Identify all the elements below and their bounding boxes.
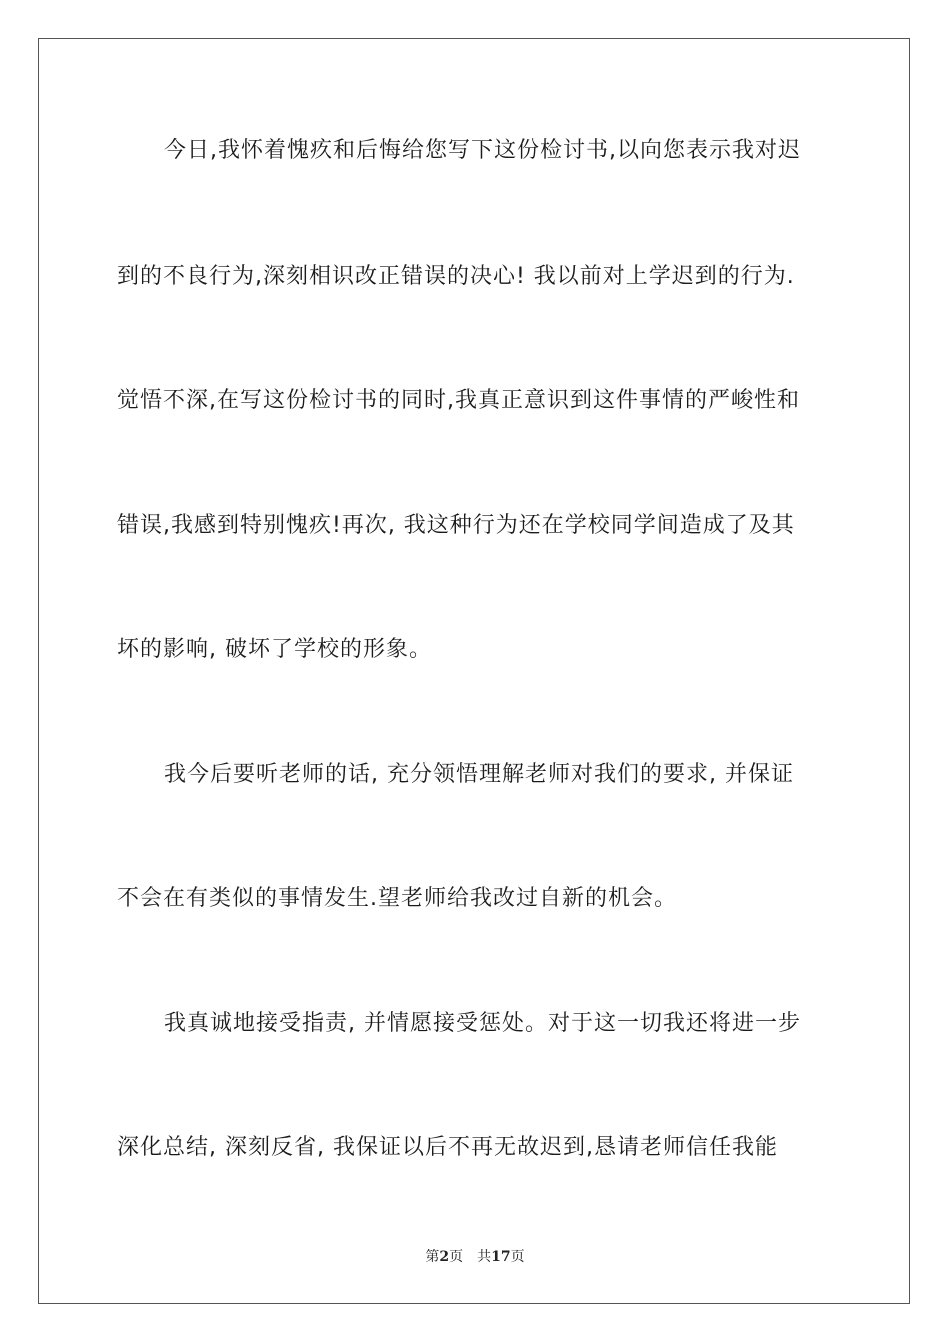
page-number-prefix: 第	[425, 1249, 440, 1265]
page-border	[38, 38, 910, 1304]
page-number-suffix: 页	[449, 1249, 464, 1265]
page-total-suffix: 页	[510, 1249, 525, 1265]
page-total-prefix: 共	[477, 1249, 492, 1265]
paragraph-1-line-5: 坏的影响, 破坏了学校的形象。	[117, 637, 432, 662]
page-number-current: 2	[439, 1249, 450, 1265]
paragraph-1-line-3: 觉悟不深,在写这份检讨书的同时,我真正意识到这件事情的严峻性和	[117, 388, 800, 413]
paragraph-1-line-4: 错误,我感到特别愧疚!再次, 我这种行为还在学校同学间造成了及其	[117, 513, 795, 538]
paragraph-2-line-2: 不会在有类似的事情发生.望老师给我改过自新的机会。	[117, 886, 677, 911]
page-total-count: 17	[491, 1249, 511, 1265]
paragraph-3-line-2: 深化总结, 深刻反省, 我保证以后不再无故迟到,恳请老师信任我能	[117, 1135, 778, 1160]
paragraph-2-line-1: 我今后要听老师的话, 充分领悟理解老师对我们的要求, 并保证	[164, 762, 794, 787]
page-footer	[0, 1247, 950, 1267]
paragraph-3-line-1: 我真诚地接受指责, 并情愿接受惩处。对于这一切我还将进一步	[164, 1011, 801, 1036]
paragraph-1-line-1: 今日,我怀着愧疚和后悔给您写下这份检讨书,以向您表示我对迟	[164, 138, 801, 163]
paragraph-1-line-2: 到的不良行为,深刻相识改正错误的决心! 我以前对上学迟到的行为.	[117, 264, 795, 289]
